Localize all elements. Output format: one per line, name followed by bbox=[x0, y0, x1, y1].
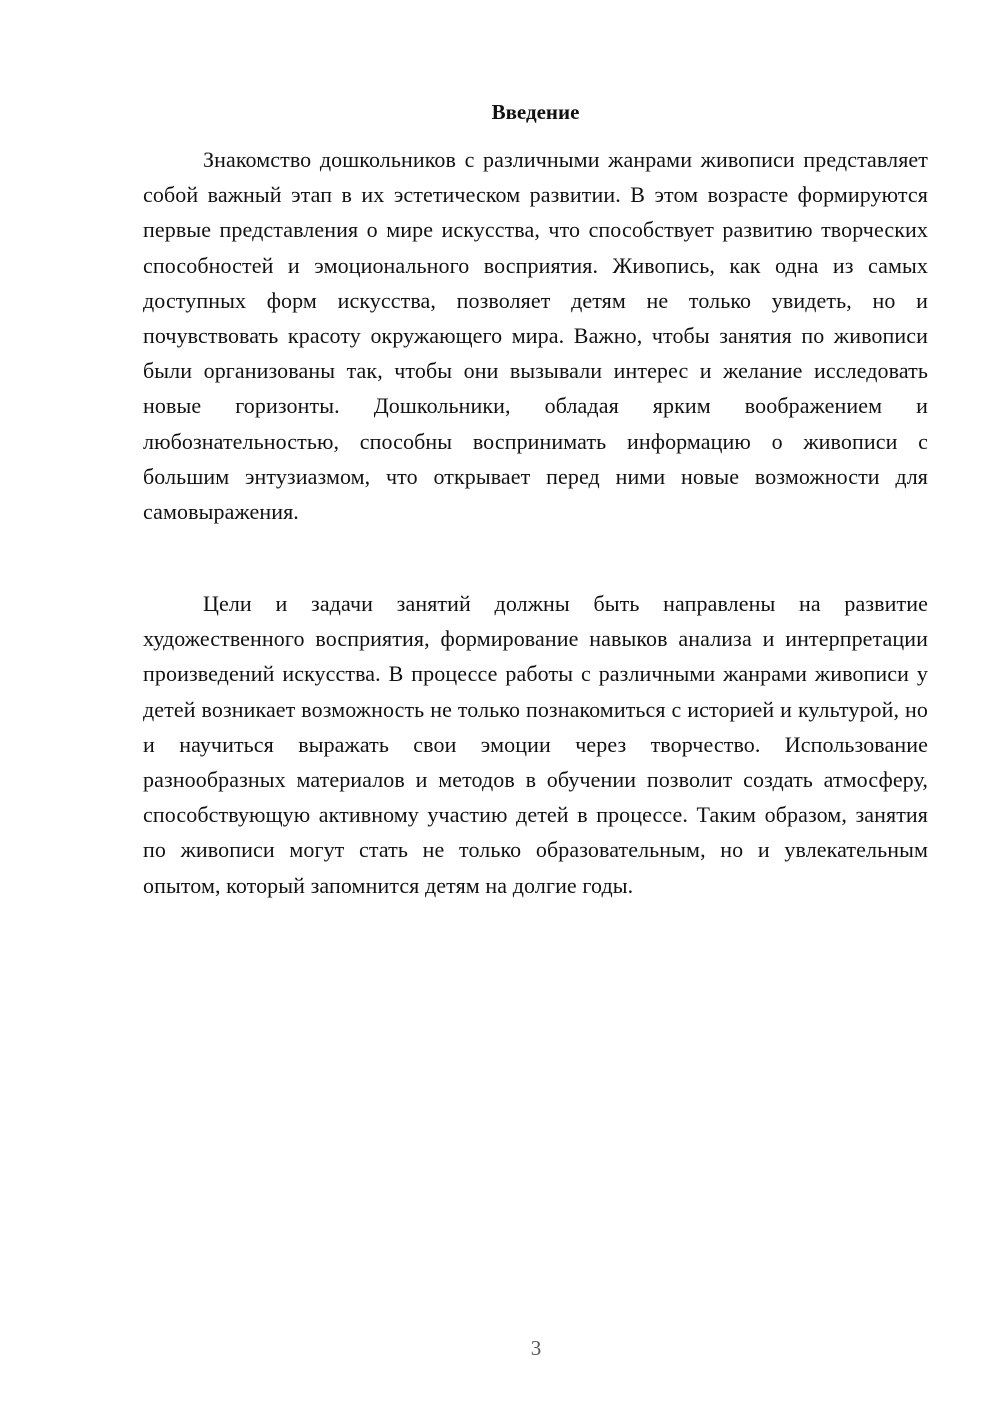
body-paragraph-1: Знакомство дошкольников с различными жанрами живописи представляет собой важный этап в их эстетическом развитии. В этом возрасте формируются первые представления о мире искусства, что способствует развитию творческих способностей и эмоционального восприятия. Живопись, как одна из самых доступных форм искусства, позволяет детям не только увидеть, но и почувствовать красоту окружающего мира. Важно, чтобы занятия по живописи были организованы так, чтобы они вызывали интерес и желание исследовать новые горизонты. Дошкольники, обладая ярким воображением и любознательностью, способны воспринимать информацию о живописи с большим энтузиазмом, что открывает перед ними новые возможности для самовыражения. bbox=[143, 147, 928, 525]
page-title: Введение bbox=[491, 100, 580, 124]
body-paragraph-2: Цели и задачи занятий должны быть направлены на развитие художественного восприятия, формирование навыков анализа и интерпретации произведений искусства. В процессе работы с различными жанрами живописи у детей возникает возможность не только познакомиться с историей и культурой, но и научиться выражать свои эмоции через творчество. Использование разнообразных материалов и методов в обучении позволит создать атмосферу, способствующую активному участию детей в процессе. Таким образом, занятия по живописи могут стать не только образовательным, но и увлекательным опытом, который запомнится детям на долгие годы. bbox=[143, 591, 928, 898]
page-number: 3 bbox=[530, 1336, 542, 1360]
